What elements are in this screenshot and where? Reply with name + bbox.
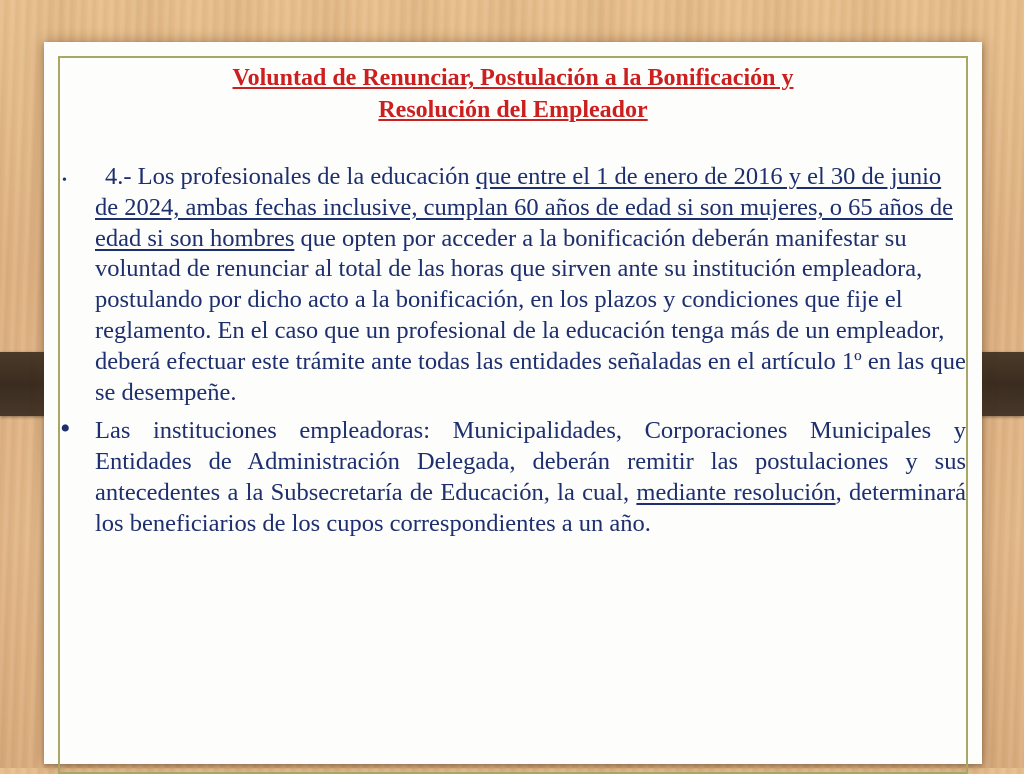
slide-paper <box>44 42 982 764</box>
paragraph-1-lead: 4.- Los profesionales de la educación <box>105 163 476 190</box>
paragraph-2-lead: Las instituciones empleadoras: Municipalidades, Corporaciones Municipales y Entidades de Administración Delegada, deberán remitir las postulaciones y sus antecedentes a la Subsecretaría de Educación, la cual, <box>95 417 966 506</box>
paragraph-1-underlined: que entre el 1 de enero de 2016 y el 30 de junio de 2024, ambas fechas inclusive, cumplan 60 años de edad si son mujeres, o 65 años de edad si son hombres <box>95 163 953 252</box>
paragraph-2-underlined: mediante resolución <box>636 478 836 506</box>
slide-title <box>44 62 982 126</box>
title-line-1: Voluntad de Renunciar, Postulación a la Bonificación y <box>232 65 794 91</box>
bullet-list <box>60 162 966 540</box>
bullet-item-2 <box>60 412 966 539</box>
bullet-item-1 <box>60 162 966 408</box>
paragraph-1-rest: que opten por acceder a la bonificación deberán manifestar su voluntad de renunciar al total de las horas que sirven ante su institución empleadora, postulando por dicho acto a la bonificación, en los plazos y condiciones que fije el reglamento. En el caso que un profesional de la educación tenga más de un empleador, deberá efectuar este trámite ante todas las entidades señaladas en el artículo 1º en las que se desempeñe. <box>95 224 966 406</box>
paragraph-2-rest: , determinará los beneficiarios de los cupos correspondientes a un año. <box>95 478 966 537</box>
bullet-dot-large: • <box>60 412 71 446</box>
bullet-dot-small: • <box>62 173 67 188</box>
title-line-2: Resolución del Empleador <box>378 97 648 123</box>
